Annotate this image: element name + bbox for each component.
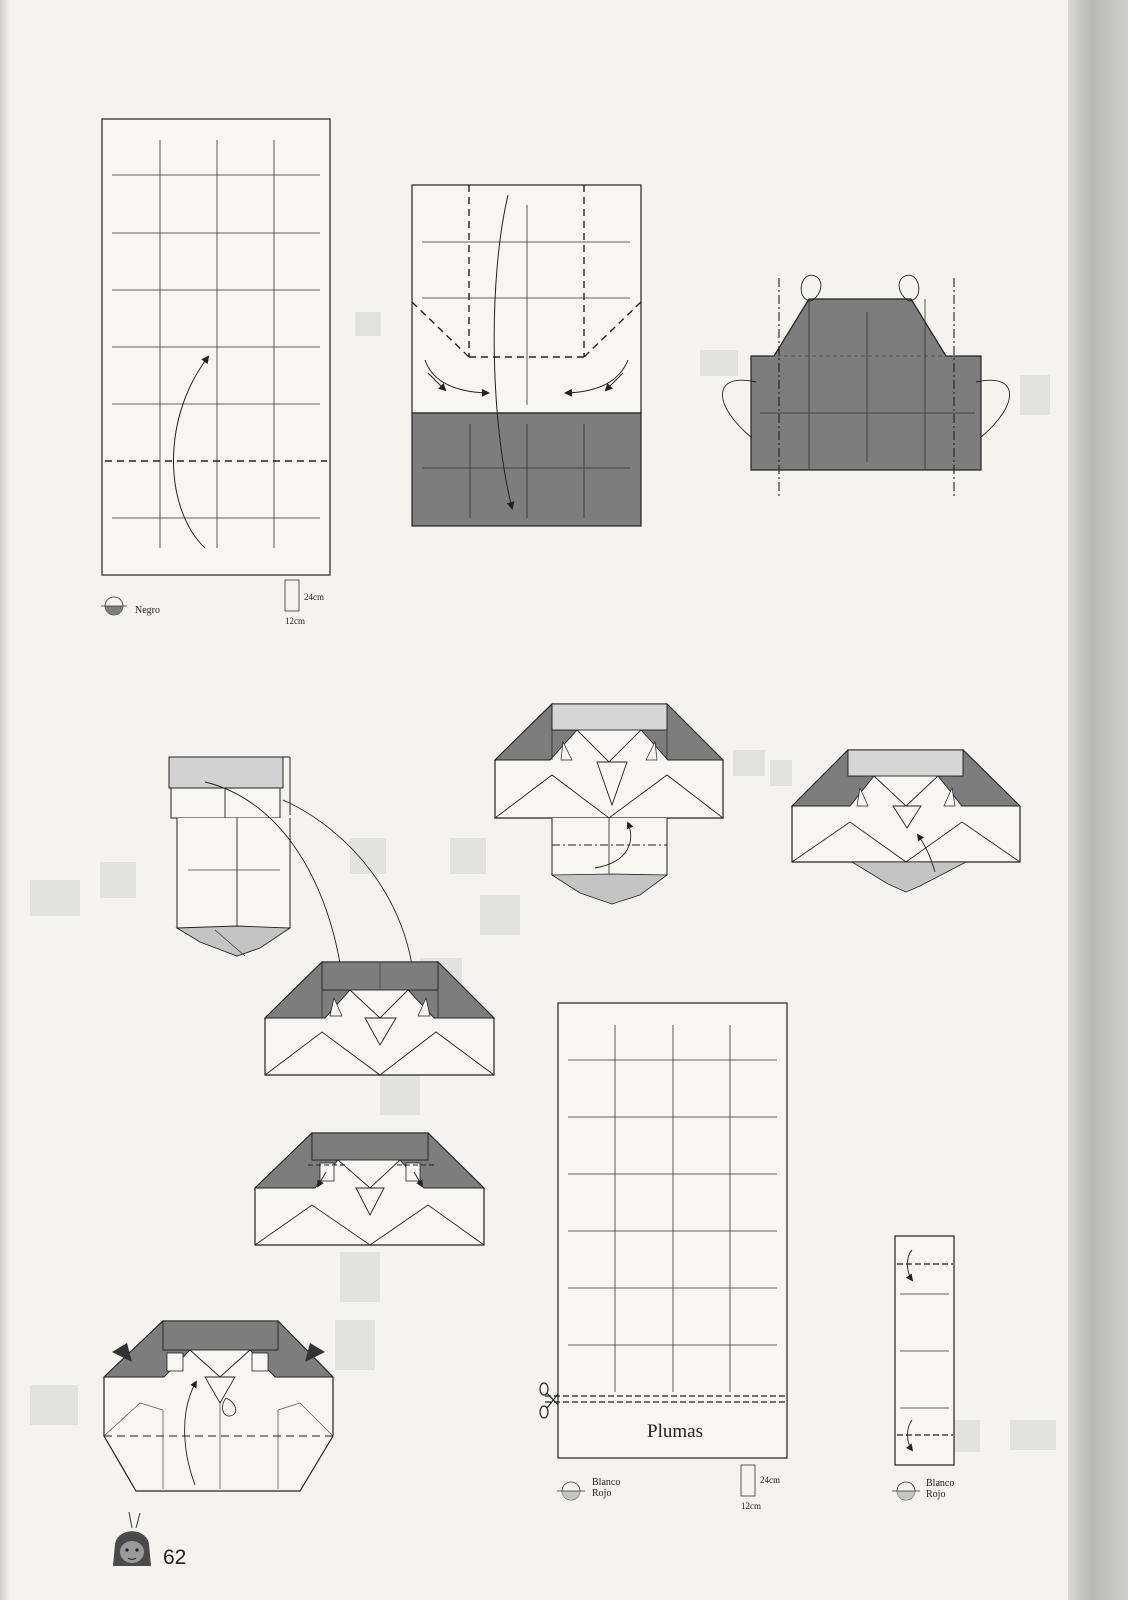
step-3-gray-shape xyxy=(722,275,1009,497)
legend-color-label: Negro xyxy=(135,605,160,616)
step-2-fold-down xyxy=(412,185,641,526)
step-6-face-folded xyxy=(792,750,1020,892)
legend-color-label-1: Blanco xyxy=(592,1477,621,1488)
step-5-face-with-neck xyxy=(495,704,723,904)
page-number: 62 xyxy=(163,1546,187,1569)
legend-color-label-1: Blanco xyxy=(926,1478,955,1489)
legend-color-label-2: Rojo xyxy=(592,1488,612,1499)
feathers-paper xyxy=(540,1003,787,1458)
paper-width-label: 12cm xyxy=(741,1501,761,1511)
paper-width-label: 12cm xyxy=(285,616,305,626)
feather-strip xyxy=(895,1236,954,1465)
paper-height-label: 24cm xyxy=(304,592,324,602)
paper-height-label: 24cm xyxy=(760,1475,780,1485)
paper-legend-feathers xyxy=(557,1465,780,1511)
step-8-face xyxy=(255,1133,484,1245)
step-1-black-paper xyxy=(102,119,330,575)
step-9-head xyxy=(104,1321,333,1491)
paper-legend-strip xyxy=(892,1478,954,1500)
scissors-icon xyxy=(540,1383,558,1418)
page-mascot-icon xyxy=(113,1512,151,1566)
paper-legend-black xyxy=(101,580,324,626)
legend-color-label-2: Rojo xyxy=(926,1489,946,1500)
feathers-title: Plumas xyxy=(647,1421,703,1442)
